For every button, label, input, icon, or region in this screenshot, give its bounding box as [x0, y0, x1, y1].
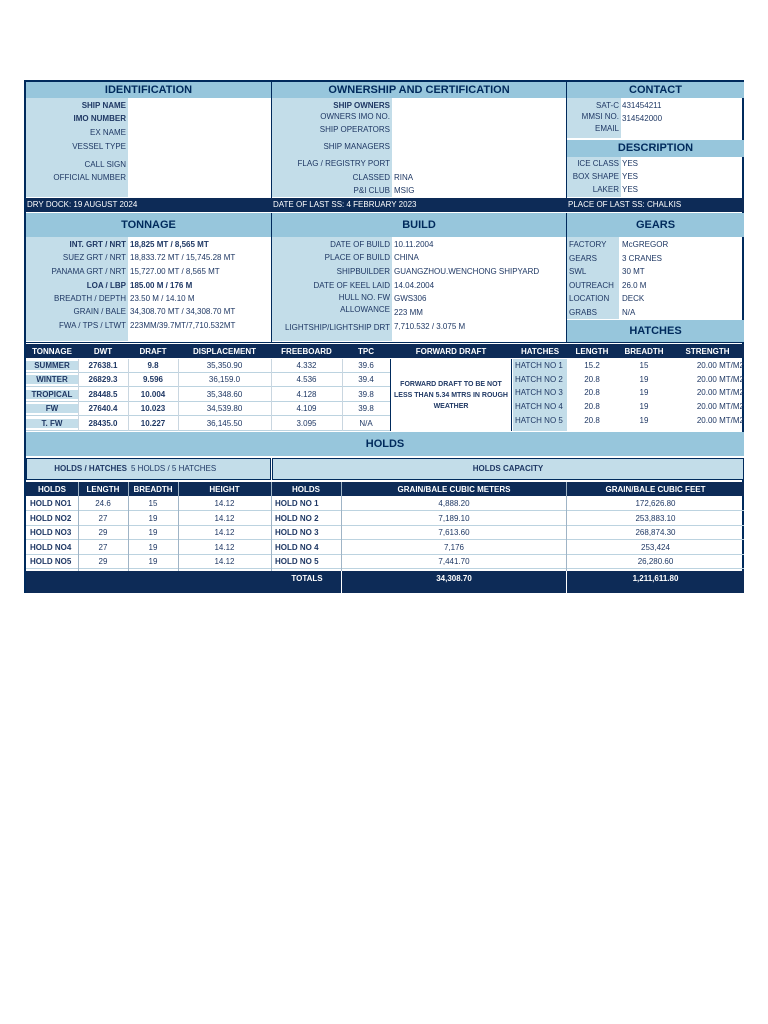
vessel-type-label: VESSEL TYPE	[72, 142, 126, 151]
divider	[178, 359, 179, 431]
contact-label-column	[567, 98, 621, 138]
holds-cell: 7,189.10	[438, 513, 470, 523]
loadline-cell: 3.095	[296, 418, 317, 428]
tonnage-row-value: 34,308.70 MT / 34,308.70 MT	[130, 307, 236, 316]
forward-draft-note: FORWARD DRAFT TO BE NOT LESS THAN 5.34 MTRS IN ROUGH WEATHER	[394, 380, 508, 410]
holds-cell: 14.12	[214, 513, 235, 523]
hatch-cell: 20.00 MT/M2	[696, 415, 744, 425]
loadline-cell: 36,145.50	[206, 418, 243, 428]
holds-cell: 26,280.60	[637, 557, 674, 567]
hatch-cell: HATCH NO 4	[515, 402, 563, 412]
holds-cell: 14.12	[214, 542, 235, 552]
hatch-cell: 15	[639, 361, 649, 370]
hatch-header-cell: HATCHES	[520, 347, 560, 356]
tonnage-row-label: PANAMA GRT / NRT	[51, 267, 126, 276]
gears-row-value: 3 CRANES	[622, 253, 663, 263]
hatch-cell: 19	[639, 415, 649, 425]
divider	[271, 359, 272, 431]
holds-cell: 29	[98, 528, 108, 538]
tonnage-row-value: 223MM/39.7MT/7,710.532MT	[130, 321, 236, 330]
pi-club-label: P&I CLUB	[353, 186, 390, 195]
hatch-cell: 15.2	[584, 361, 600, 370]
gears-row-value: McGREGOR	[622, 240, 669, 249]
loadline-cell: WINTER	[26, 375, 78, 384]
hatch-cell: 19	[639, 402, 649, 412]
hull-no-label: HULL NO. FW	[338, 293, 390, 302]
sat-c-value: 431454211	[622, 101, 662, 110]
loadline-cell: 4.332	[296, 361, 317, 370]
gears-row-label: LOCATION	[569, 294, 610, 303]
holds-cell: HOLD NO 4	[275, 542, 319, 552]
holds-cell: 27	[98, 513, 108, 523]
holds-header-cell: HOLDS	[38, 485, 66, 494]
laker-label: LAKER	[592, 185, 619, 194]
divider	[341, 571, 342, 593]
tonnage-row-label: SUEZ GRT / NRT	[62, 253, 126, 262]
gears-row-label: FACTORY	[569, 240, 607, 249]
holds-cell: 7,176	[443, 542, 465, 552]
hatch-header-cell: LENGTH	[575, 347, 609, 356]
ownership-header: OWNERSHIP AND CERTIFICATION	[272, 82, 566, 98]
identification-label-column	[26, 98, 128, 197]
divider	[566, 482, 567, 571]
holds-cell: 19	[148, 513, 158, 523]
mmsi-value: 314542000	[622, 114, 663, 123]
shipbuilder-value: GUANGZHOU.WENCHONG SHIPYARD	[394, 267, 540, 276]
holds-cell: 7,441.70	[438, 557, 470, 567]
loadline-header-cell: FORWARD DRAFT	[415, 347, 487, 356]
holds-cell: HOLD NO 2	[275, 513, 319, 523]
last-ss-place-text: PLACE OF LAST SS: CHALKIS	[568, 200, 682, 209]
loadline-header-cell: TONNAGE	[32, 347, 72, 356]
holds-cell: 14.12	[214, 557, 235, 567]
loadline-cell: 28448.5	[88, 389, 118, 399]
holds-header-cell: HEIGHT	[209, 485, 240, 494]
tonnage-row-value: 23.50 M / 14.10 M	[130, 294, 195, 303]
tonnage-row-value: 185.00 M / 176 M	[130, 281, 193, 290]
forward-draft-note-cell	[390, 359, 512, 431]
holds-header-cell: GRAIN/BALE CUBIC METERS	[397, 485, 511, 494]
loadline-cell: 27638.1	[88, 361, 118, 370]
loadline-cell: 27640.4	[88, 404, 118, 414]
loadline-cell: 10.023	[140, 404, 166, 414]
place-of-build-value: CHINA	[394, 253, 419, 262]
holds-count-value: 5 HOLDS / 5 HATCHES	[131, 464, 217, 473]
total-cbf: 1,211,611.80	[632, 574, 679, 583]
loadline-cell: TROPICAL	[26, 390, 78, 399]
identification-header: IDENTIFICATION	[26, 82, 271, 98]
hatch-cell: HATCH NO 5	[515, 415, 563, 425]
divider	[128, 359, 129, 431]
description-label-column	[567, 157, 621, 197]
place-of-build-label: PLACE OF BUILD	[324, 253, 390, 262]
description-header: DESCRIPTION	[567, 140, 744, 157]
loadline-cell: 35,350.90	[206, 361, 243, 370]
holds-cell: HOLD NO5	[30, 557, 72, 567]
hatch-cell: 20.8	[584, 415, 600, 425]
loadline-cell: 10.004	[140, 389, 166, 399]
loadline-cell: 28435.0	[88, 418, 118, 428]
classed-value: RINA	[394, 173, 414, 182]
holds-count-label: HOLDS / HATCHES	[54, 464, 127, 473]
loadline-header-cell: DISPLACEMENT	[192, 347, 257, 356]
hatch-cell: 20.8	[584, 374, 600, 384]
holds-cell: 172,626.80	[635, 499, 676, 508]
imo-number-label: IMO NUMBER	[73, 114, 126, 123]
holds-cell: 7,613.60	[438, 528, 470, 538]
gears-row-label: GEARS	[569, 253, 598, 263]
divider	[566, 571, 567, 593]
hatch-cell: 19	[639, 374, 649, 384]
holds-cell: HOLD NO 1	[275, 499, 319, 508]
loadline-cell: 4.109	[296, 404, 317, 414]
holds-header-cell: HOLDS	[292, 485, 320, 494]
hatch-header-cell: BREADTH	[624, 347, 664, 356]
holds-cell: 29	[98, 557, 108, 567]
holds-cell: 253,883.10	[635, 513, 676, 523]
holds-cell: HOLD NO2	[30, 513, 72, 523]
tonnage-row-value: 18,833.72 MT / 15,745.28 MT	[130, 253, 236, 262]
keel-laid-label: DATE OF KEEL LAID	[313, 281, 390, 290]
holds-cell: 14.12	[214, 528, 235, 538]
divider	[78, 359, 79, 431]
tonnage-rows	[26, 237, 271, 341]
ice-class-label: ICE CLASS	[577, 159, 619, 168]
contact-header: CONTACT	[567, 82, 744, 98]
tonnage-row-label: BREADTH / DEPTH	[53, 294, 126, 303]
call-sign-label: CALL SIGN	[84, 160, 126, 169]
holds-header-cell: LENGTH	[86, 485, 120, 494]
holds-header: HOLDS	[26, 432, 744, 456]
gears-rows	[567, 237, 744, 319]
gears-row-label: OUTREACH	[569, 280, 614, 290]
pi-club-value: MSIG	[394, 186, 415, 195]
loadline-cell: SUMMER	[26, 361, 78, 370]
allowance-value: 223 MM	[394, 308, 423, 317]
email-label: EMAIL	[594, 124, 619, 133]
holds-header-cell: GRAIN/BALE CUBIC FEET	[605, 485, 706, 494]
loadline-cell: 39.8	[358, 389, 374, 399]
holds-cell: HOLD NO 5	[275, 557, 319, 567]
holds-cell: HOLD NO 3	[275, 528, 319, 538]
loadline-cell: N/A	[359, 418, 373, 428]
loadline-cell: 35,348.60	[206, 389, 243, 399]
ship-managers-label: SHIP MANAGERS	[323, 142, 390, 151]
total-cbm: 34,308.70	[436, 574, 472, 583]
laker-value: YES	[622, 185, 639, 194]
keel-laid-value: 14.04.2004	[394, 281, 435, 290]
tonnage-row-value: 18,825 MT / 8,565 MT	[130, 240, 209, 249]
holds-cell: HOLD NO1	[30, 499, 72, 508]
last-ss-date-text: DATE OF LAST SS: 4 FEBRUARY 2023	[273, 200, 417, 209]
holds-cell: 24.6	[95, 499, 111, 508]
holds-capacity-title: HOLDS CAPACITY	[272, 458, 744, 480]
loadline-cell: 10.227	[140, 418, 166, 428]
lightship-label: LIGHTSHIP/LIGHTSHIP DRT	[284, 323, 390, 332]
hatch-cell: HATCH NO 3	[515, 388, 563, 398]
divider	[128, 482, 129, 571]
divider	[566, 82, 567, 198]
dry-dock-text: DRY DOCK: 19 AUGUST 2024	[27, 200, 138, 209]
allowance-label: ALLOWANCE	[340, 305, 390, 314]
lightship-value: 7,710.532 / 3.075 M	[394, 322, 466, 331]
ex-name-label: EX NAME	[89, 128, 126, 137]
holds-header-cell: BREADTH	[133, 485, 173, 494]
hatch-cell: 20.8	[584, 388, 600, 398]
totals-bar	[26, 571, 744, 593]
loadline-cell: 34,539.80	[206, 404, 243, 414]
gears-row-label: SWL	[569, 267, 587, 276]
ship-owners-label: SHIP OWNERS	[333, 101, 390, 110]
box-shape-label: BOX SHAPE	[572, 172, 619, 181]
loadline-cell: T. FW	[26, 419, 78, 428]
holds-cell: 14.12	[214, 499, 235, 508]
divider	[271, 482, 272, 571]
date-of-build-label: DATE OF BUILD	[330, 240, 390, 249]
divider	[78, 482, 79, 571]
loadline-cell: 4.536	[296, 375, 317, 385]
tonnage-row-label: INT. GRT / NRT	[69, 240, 126, 249]
loadline-cell: 36,159.0	[208, 375, 241, 385]
gears-row-value: 30 MT	[622, 267, 645, 276]
tonnage-row-label: GRAIN / BALE	[73, 307, 126, 316]
divider	[178, 482, 179, 571]
gears-row-label: GRABS	[569, 307, 598, 317]
ship-name-label: SHIP NAME	[81, 101, 126, 110]
loadline-cell: 9.8	[147, 361, 159, 370]
hatch-cell: 20.00 MT/M2	[696, 402, 744, 412]
divider	[271, 213, 272, 343]
hatch-header-cell: STRENGTH	[685, 347, 730, 356]
flag-registry-label: FLAG / REGISTRY PORT	[297, 159, 390, 168]
hatch-cell: 19	[639, 388, 649, 398]
holds-cell: 253,424	[641, 542, 670, 552]
divider	[26, 342, 744, 343]
loadline-cell: 39.4	[358, 375, 374, 385]
hatch-cell: HATCH NO 2	[515, 374, 563, 384]
holds-cell: 27	[98, 542, 108, 552]
survey-status-bar	[26, 198, 744, 212]
loadline-cell: FW	[26, 404, 78, 413]
build-header: BUILD	[272, 213, 566, 237]
hatch-cell: 20.8	[584, 402, 600, 412]
tonnage-row-value: 15,727.00 MT / 8,565 MT	[130, 267, 220, 276]
holds-cell: HOLD NO4	[30, 542, 72, 552]
divider	[342, 359, 343, 431]
box-shape-value: YES	[622, 172, 639, 181]
tonnage-header: TONNAGE	[26, 213, 271, 237]
holds-count-cell	[26, 458, 271, 480]
divider	[271, 82, 272, 198]
loadline-cell: 39.8	[358, 404, 374, 414]
sat-c-label: SAT-C	[596, 101, 619, 110]
loadline-cell: 39.6	[358, 361, 374, 370]
ship-operators-label: SHIP OPERATORS	[319, 125, 390, 134]
holds-cell: HOLD NO3	[30, 528, 72, 538]
loadline-cell: 9.596	[142, 375, 164, 385]
loadline-header-cell: DRAFT	[139, 347, 167, 356]
ice-class-value: YES	[622, 159, 639, 168]
divider	[566, 213, 567, 343]
hatch-cell: HATCH NO 1	[515, 361, 563, 370]
mmsi-label: MMSI NO.	[581, 112, 619, 121]
official-number-label: OFFICIAL NUMBER	[53, 173, 126, 182]
gears-row-value: N/A	[622, 307, 636, 317]
loadline-header-cell: FREEBOARD	[281, 347, 332, 356]
holds-cell: 19	[148, 528, 158, 538]
loadline-header-cell: DWT	[93, 347, 113, 356]
owners-imo-label: OWNERS IMO NO.	[320, 112, 390, 121]
ownership-label-column	[272, 98, 392, 197]
date-of-build-value: 10.11.2004	[394, 240, 434, 249]
build-label-column	[272, 237, 392, 341]
hull-no-value: GWS306	[394, 294, 427, 303]
gears-row-value: 26.0 M	[622, 280, 647, 290]
holds-cell: 4,888.20	[438, 499, 470, 508]
holds-cell: 19	[148, 557, 158, 567]
totals-label: TOTALS	[291, 574, 323, 583]
loadline-cell: 4.128	[296, 389, 317, 399]
tonnage-row-label: FWA / TPS / LTWT	[59, 321, 126, 330]
loadline-header-cell: TPC	[358, 347, 374, 356]
holds-cell: 15	[148, 499, 158, 508]
hatch-cell: 20.00 MT/M2	[696, 361, 744, 370]
gears-row-value: DECK	[622, 294, 645, 303]
tonnage-row-label: LOA / LBP	[86, 281, 126, 290]
hatch-cell: 20.00 MT/M2	[696, 388, 744, 398]
hatch-cell: 20.00 MT/M2	[696, 374, 744, 384]
hatches-header: HATCHES	[567, 320, 744, 342]
loadline-cell: 26829.3	[88, 375, 118, 385]
classed-label: CLASSED	[352, 173, 390, 182]
divider	[341, 482, 342, 571]
shipbuilder-label: SHIPBUILDER	[336, 267, 390, 276]
ship-particulars-sheet	[24, 80, 744, 593]
holds-cell: 268,874.30	[635, 528, 676, 538]
holds-cell: 19	[148, 542, 158, 552]
gears-header: GEARS	[567, 213, 744, 237]
